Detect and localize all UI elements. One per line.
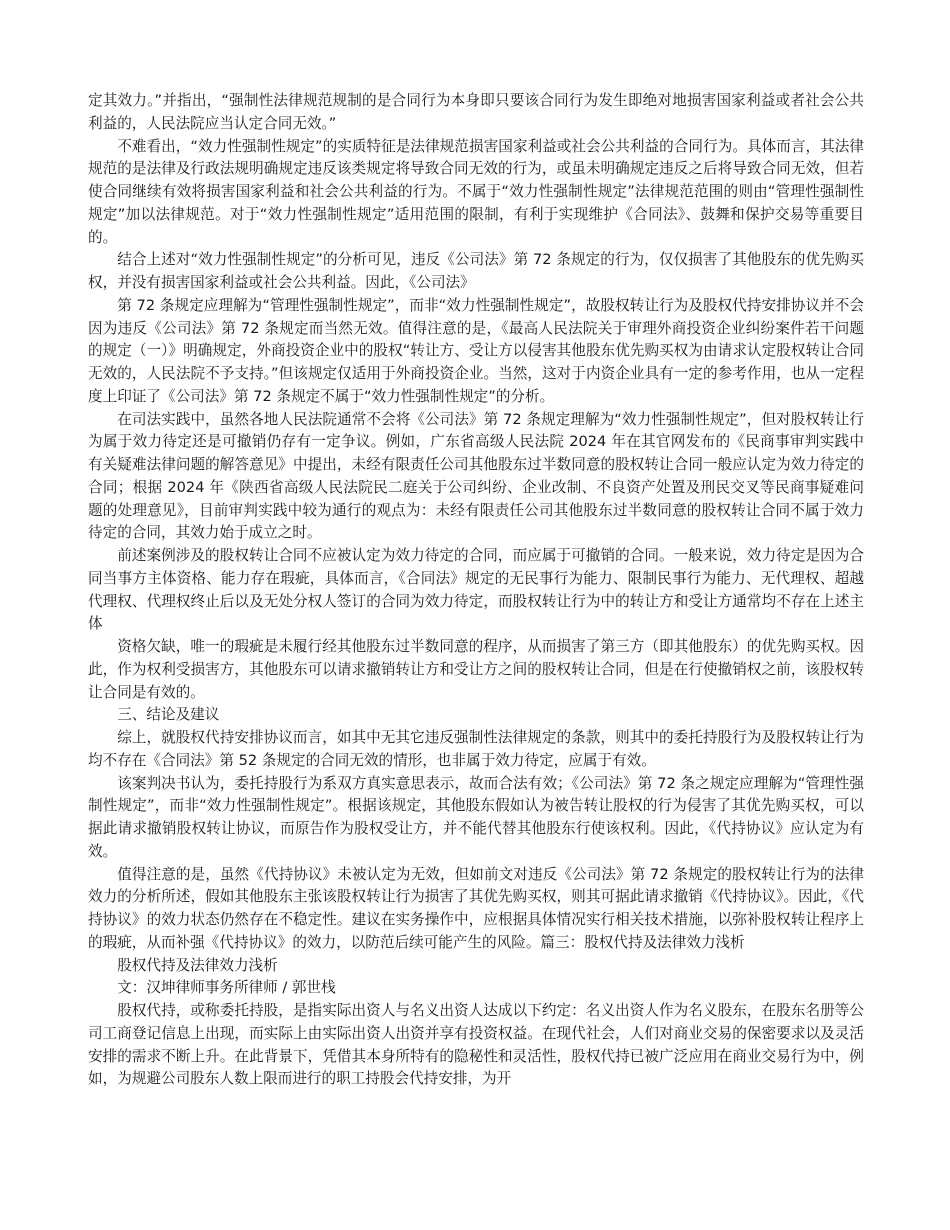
paragraph-qualification-defect: 资格欠缺，唯一的瑕疵是未履行经其他股东过半数同意的程序，从而损害了第三方（即其他股东）的优先购买权。因此，作为权利受损害方，其他股东可以请求撤销转让方和受让方之间的股权转让合同，但是在行使撤销权之前，该股权转让合同是有效的。 <box>88 638 864 701</box>
paragraph-equity-proxy-definition: 股权代持，或称委托持股，是指实际出资人与名义出资人达成以下约定：名义出资人作为名义股东，在股东名册等公司工商登记信息上出现，而实际上由实际出资人出资并享有投资权益。在现代社会，人们对商业交易的保密要求以及灵活安排的需求不断上升。在此背景下，凭借其本身所特有的隐秘性和灵活性，股权代持已被广泛应用在商业交易行为中，例如，为规避公司股东人数上限而进行的职工持股会代持安排，为开 <box>88 1002 864 1088</box>
paragraph-article-72-interpretation: 第 72 条规定应理解为“管理性强制性规定”，而非“效力性强制性规定”，故股权转让行为及股权代持安排协议并不会因为违反《公司法》第 72 条规定而当然无效。值得注意的是，《最高人民法院关于审理外商投资企业纠纷案件若干问题的规定（一）》明确规定，外商投资企业中的股权“转让方、受让方以侵害其他股东优先购买权为由请求认定股权转让合同无效的，人民法院不予支持。”但该规定仅适用于外商投资企业。当然，这对于内资企业具有一定的参考作用，也从一定程度上印证了《公司法》第 72 条规定不属于“效力性强制性规定”的分析。 <box>88 296 864 405</box>
section-heading-conclusion: 三、结论及建议 <box>117 706 220 724</box>
paragraph-recommendation: 值得注意的是，虽然《代持协议》未被认定为无效，但如前文对违反《公司法》第 72 条规定的股权转让行为的法律效力的分析所述，假如其他股东主张该股权转让行为损害了其优先购买权，则其可据此请求撤销《代持协议》。因此，《代持协议》的效力状态仍然存在不稳定性。建议在实务操作中，应根据具体情况实行相关技术措施，以弥补股权转让程序上的瑕疵，从而补强《代持协议》的效力，以防范后续可能产生的风险。篇三：股权代持及法律效力浅析 <box>88 865 864 951</box>
paragraph-summary: 综上，就股权代持安排协议而言，如其中无其它违反强制性法律规定的条款，则其中的委托持股行为及股权转让行为均不存在《合同法》第 52 条规定的合同无效的情形，也非属于效力待定，应属于有效。 <box>88 729 864 769</box>
paragraph-mandatory-rules-analysis: 不难看出，“效力性强制性规定”的实质特征是法律规范损害国家利益或社会公共利益的合同行为。具体而言，其法律规范的是法律及行政法规明确规定违反该类规定将导致合同无效的行为，或虽未明确规定违反之后将导致合同无效，但若使合同继续有效将损害国家利益和社会公共利益的行为。不属于“效力性强制性规定”法律规范范围的则由“管理性强制性规定”加以法律规范。对于“效力性强制性规定”适用范围的限制，有利于实现维护《合同法》、鼓舞和保护交易等重要目的。 <box>88 137 864 246</box>
document-page <box>88 90 864 1091</box>
paragraph-continuation: 定其效力。”并指出，“强制性法律规范规制的是合同行为本身即只要该合同行为发生即绝对地损害国家利益或者社会公共利益的，人民法院应当认定合同无效。” <box>88 92 864 132</box>
article-title: 股权代持及法律效力浅析 <box>117 956 278 974</box>
paragraph-judicial-practice: 在司法实践中，虽然各地人民法院通常不会将《公司法》第 72 条规定理解为“效力性强制性规定”，但对股权转让行为属于效力待定还是可撤销仍存有一定争议。例如，广东省高级人民法院 2024 年在其官网发布的《民商事审判实践中有关疑难法律问题的解答意见》中提出，未经有限责任公司其他股东过半数同意的股权转让合同一般应认定为效力待定的合同；根据 2024 年《陕西省高级人民法院民二庭关于公司纠纷、企业改制、不良资产处置及刑民交叉等民商事疑难问题的处理意见》，目前审判实践中较为通行的观点为：未经有限责任公司其他股东过半数同意的股权转让合同不属于效力待定的合同，其效力始于成立之时。 <box>88 410 864 542</box>
paragraph-article-72-violation: 结合上述对“效力性强制性规定”的分析可见，违反《公司法》第 72 条规定的行为，仅仅损害了其他股东的优先购买权，并没有损害国家利益或社会公共利益。因此，《公司法》 <box>88 251 864 291</box>
paragraph-judgment: 该案判决书认为，委托持股行为系双方真实意思表示，故而合法有效；《公司法》第 72 条之规定应理解为“管理性强制性规定”，而非“效力性强制性规定”。根据该规定，其他股东假如认为被告转让股权的行为侵害了其优先购买权，可以据此请求撤销股权转让协议，而原告作为股权受让方，并不能代替其他股东行使该权利。因此，《代持协议》应认定为有效。 <box>88 774 864 860</box>
paragraph-revocable-contract: 前述案例涉及的股权转让合同不应被认定为效力待定的合同，而应属于可撤销的合同。一般来说，效力待定是因为合同当事方主体资格、能力存在瑕疵，具体而言，《合同法》规定的无民事行为能力、限制民事行为能力、无代理权、超越代理权、代理权终止后以及无处分权人签订的合同为效力待定，而股权转让行为中的转让方和受让方通常均不存在上述主体 <box>88 547 864 633</box>
article-byline: 文：汉坤律师事务所律师 / 郭世栈 <box>117 979 336 997</box>
